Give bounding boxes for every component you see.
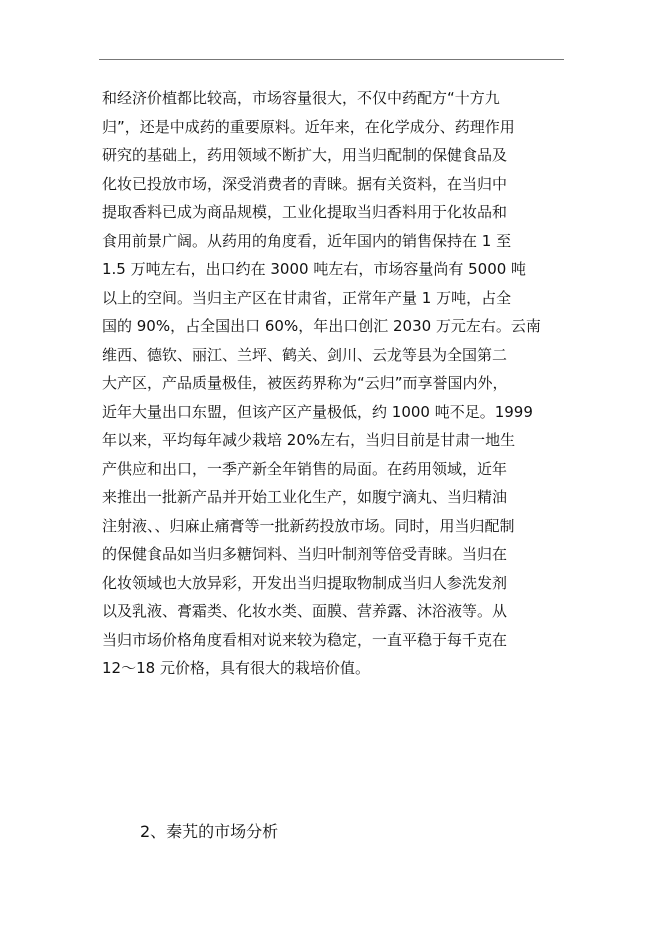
text-line: 食用前景广阔。从药用的角度看，近年国内的销售保持在 1 至 [102,231,512,250]
text-line: 以上的空间。当归主产区在甘肃省，正常年产量 1 万吨，占全 [102,288,512,307]
text-line: 化妆已投放市场，深受消费者的青睐。据有关资料，在当归中 [102,174,508,193]
text-line: 年以来，平均每年减少栽培 20%左右，当归目前是甘肃一地生 [102,431,516,449]
text-line: 大产区，产品质量极佳，被医药界称为“云归”而享誉国内外， [102,374,508,392]
text-line: 归”，还是中成药的重要原料。近年来，在化学成分、药理作用 [102,117,515,136]
text-line: 产供应和出口，一季产新全年销售的局面。在药用领域，近年 [102,459,508,478]
text-line: 和经济价植都比较高，市场容量很大，不仅中药配方“十方九 [102,89,500,107]
text-line: 12～18 元价格，具有很大的栽培价值。 [102,659,370,677]
text-line: 国的 90%，占全国出口 60%，年出口创汇 2030 万元左右。云南 [102,317,541,335]
text-line: 以及乳液、膏霜类、化妆水类、面膜、营养露、沐浴液等。从 [102,602,508,620]
text-line: 提取香料已成为商品规模，工业化提取当归香料用于化妆品和 [102,203,508,221]
text-line: 当归市场价格角度看相对说来较为稳定，一直平稳于每千克在 [102,630,508,649]
text-line: 注射液、、归麻止痛膏等一批新药投放市场。同时，用当归配制 [102,516,515,535]
text-line: 研究的基础上，药用领域不断扩大，用当归配制的保健食品及 [102,146,508,164]
text-line: 维西、德钦、丽江、兰坪、鹤关、剑川、云龙等县为全国第二 [102,345,508,364]
text-line: 来推出一批新产品并开始工业化生产，如腹宁滴丸、当归精油 [102,488,508,506]
header-rule [99,59,564,60]
text-line: 化妆领域也大放异彩，开发出当归提取物制成当归人参洗发剂 [102,573,508,592]
text-line: 近年大量出口东盟，但该产区产量极低，约 1000 吨不足。1999 [102,402,533,421]
text-line: 的保健食品如当归多糖饲料、当归叶制剂等倍受青睐。当归在 [102,545,508,563]
text-line: 1.5 万吨左右，出口约在 3000 吨左右，市场容量尚有 5000 吨 [102,260,527,278]
body-paragraph [102,84,567,683]
section-heading: 2、秦艽的市场分析 [140,822,279,841]
